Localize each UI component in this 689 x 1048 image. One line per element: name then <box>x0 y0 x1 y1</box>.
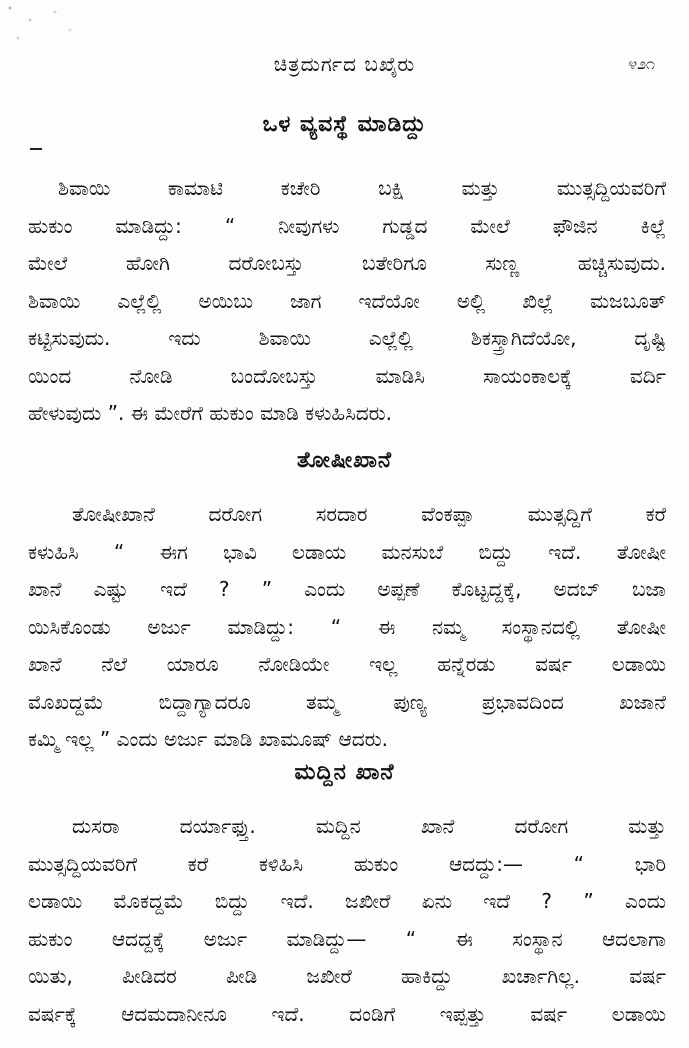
text-line: ಹೇಳುವುದು ”. ಈ ಮೇರೆಗೆ ಹುಕುಂ ಮಾಡಿ ಕಳುಹಿಸಿದರು. <box>28 401 392 425</box>
section-heading: ಒಳ ವ್ಯವಸ್ಥೆ ಮಾಡಿದ್ದು <box>262 112 427 137</box>
text-line: ಯಿಸಿಕೊಂಡು ಅರ್ಜು ಮಾಡಿದ್ದು: “ ಈ ನಮ್ಮ ಸಂಸ್ಥಾನದಲ್ಲಿ ತೋಷೀ <box>28 614 666 639</box>
section-paragraph <box>28 496 666 759</box>
section-paragraph <box>28 808 666 1033</box>
text-line: ಕಟ್ಟಿಸುವುದು. ಇದು ಶಿವಾಯಿ ಎಲ್ಲೆಲ್ಲಿ ಶಿಕಸ್ತ್ರಾಗಿದೆಯೋ, ದೃಷ್ಟಿ <box>28 326 666 350</box>
text-line: ಮುತ್ಸದ್ದಿಯವರಿಗೆ ಕರೆ ಕಳಿಹಿಸಿ ಹುಕುಂ ಆದದ್ದು:— “ ಭಾರಿ <box>28 851 666 876</box>
text-line: ಖಾನೆ ನೆಲೆ ಯಾರೂ ನೋಡಿಯೇ ಇಲ್ಲ ಹನ್ನೆರಡು ವರ್ಷ ಲಡಾಯಿ <box>28 652 666 676</box>
margin-mark <box>30 148 42 150</box>
text-line: ಯಿತು, ಪೀಡಿದರ ಪೀಡಿ ಜಖೀರೆ ಹಾಕಿದ್ದು ಖರ್ಚಾಗಿಲ್ಲ. ವರ್ಷ <box>28 964 666 988</box>
text-line: ಶಿವಾಯಿ ಕಾಮಾಟಿ ಕಚೇರಿ ಬಕ್ಷಿ ಮತ್ತು ಮುತ್ಸದ್ದಿಯವರಿಗೆ <box>58 176 666 200</box>
text-line: ತೋಷೀಖಾನೆ ದರೋಗ ಸರದಾರ ವೆಂಕಪ್ಪಾ ಮುತ್ಸದ್ದಿಗೆ ಕರೆ <box>72 502 666 526</box>
text-line: ಕಮ್ಮಿ ಇಲ್ಲ ” ಎಂದು ಅರ್ಜು ಮಾಡಿ ಖಾಮೂಷ್ ಆದರು. <box>28 727 388 751</box>
running-head <box>0 52 689 82</box>
section-heading: ಮದ್ದಿನ ಖಾನೆ <box>294 760 395 785</box>
text-line: ಶಿವಾಯಿ ಎಲ್ಲೆಲ್ಲಿ ಅಯಿಬು ಜಾಗ ಇದೆಯೋ ಅಲ್ಲಿ ಖಿಲ್ಲೆ ಮಜಬೂತ್ <box>28 288 666 313</box>
section-paragraph <box>28 170 666 433</box>
text-line: ಕಳುಹಿಸಿ “ ಈಗ ಭಾವಿ ಲಡಾಯ ಮನಸುಬೆ ಬಿದ್ದು ಇದೆ. ತೋಷೀ <box>28 539 666 564</box>
text-line: ಯಿಂದ ನೋಡಿ ಬಂದೋಬಸ್ತು ಮಾಡಿಸಿ ಸಾಯಂಕಾಲಕ್ಕೆ ವರ್ದಿ <box>28 363 666 388</box>
page-number: ೪೨೧ <box>628 54 655 73</box>
running-title: ಚಿತ್ರದುರ್ಗದ ಬಖೈರು <box>273 52 416 76</box>
text-line: ಹುಕುಂ ಮಾಡಿದ್ದು: “ ನೀವುಗಳು ಗುಡ್ಡದ ಮೇಲೆ ಫೌಜಿನ ಕಿಲ್ಲೆ <box>28 213 666 238</box>
text-line: ಖಾನೆ ಎಷ್ಟು ಇದೆ ? ” ಎಂದು ಅಪ್ಪಣೆ ಕೊಟ್ಟದ್ದಕ್ಕೆ, ಅದಬ್ ಬಜಾ <box>28 577 666 601</box>
text-line: ಲಡಾಯಿ ಮೊಕದ್ದಮೆ ಬಿದ್ದು ಇದೆ. ಜಖೀರೆ ಏನು ಇದೆ ? ” ಎಂದು <box>28 889 666 913</box>
text-line: ಮೇಲೆ ಹೋಗಿ ದರೋಬಸ್ತು ಬತೇರಿಗೂ ಸುಣ್ಣ ಹಚ್ಚಿಸುವುದು. <box>28 251 666 275</box>
text-line: ಮೊಖದ್ದಮೆ ಬಿದ್ದಾಗ್ಯಾದರೂ ತಮ್ಮ ಪುಣ್ಯ ಪ್ರಭಾವದಿಂದ ಖಜಾನೆ <box>28 689 666 714</box>
text-line: ಹುಕುಂ ಆದದ್ದಕ್ಕೆ ಅರ್ಜು ಮಾಡಿದ್ದು— “ ಈ ಸಂಸ್ಥಾನ ಆದಲಾಗಾ <box>28 926 666 951</box>
section-heading: ತೋಷೀಖಾನೆ <box>296 448 393 473</box>
scan-speckle <box>0 0 90 60</box>
text-line: ವರ್ಷಕ್ಕೆ ಆದಮದಾನೀನೂ ಇದೆ. ದಂಡಿಗೆ ಇಪ್ಪತ್ತು ವರ್ಷ ಲಡಾಯಿ <box>28 1001 666 1026</box>
text-line: ದುಸರಾ ದರ್ಯಾಫ್ತು. ಮದ್ದಿನ ಖಾನೆ ದರೋಗ ಮತ್ತು <box>72 814 666 838</box>
